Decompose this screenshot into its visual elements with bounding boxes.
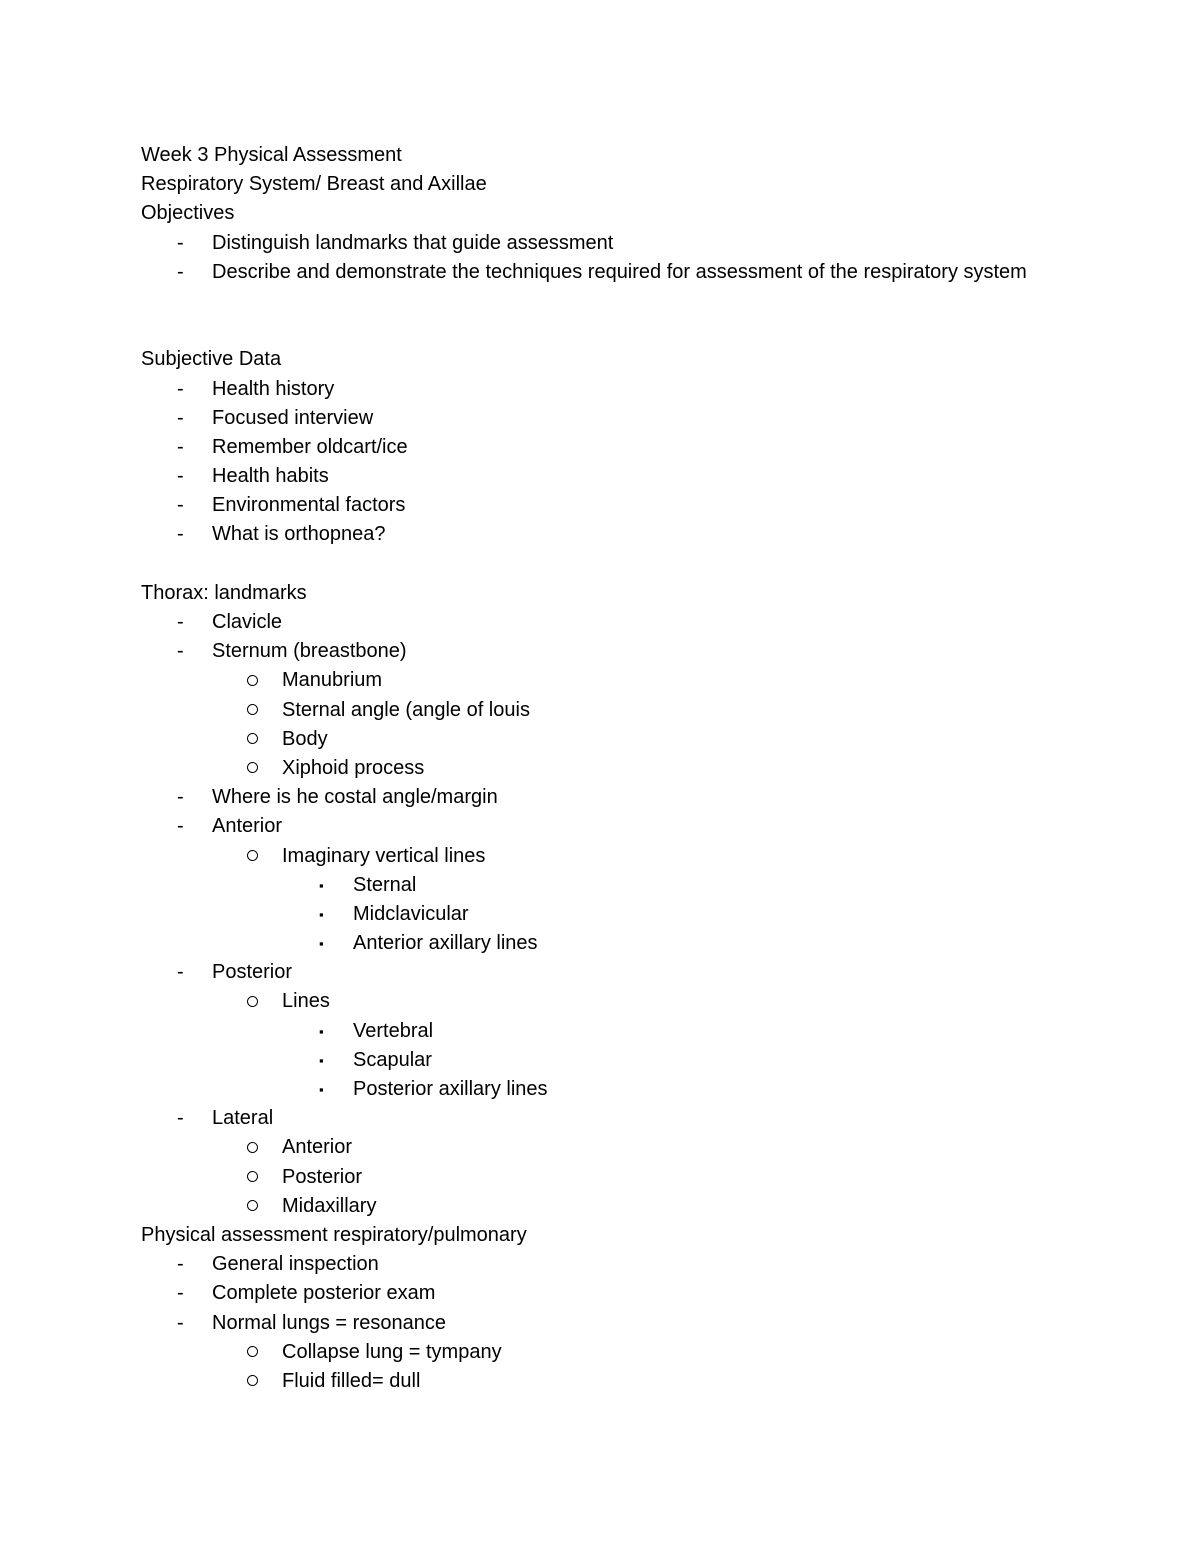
circle-bullet-icon [247,1338,258,1367]
item-text: Manubrium [282,669,383,692]
list-item [141,1192,1061,1221]
item-text: Sternum (breastbone) [212,640,407,663]
dash-marker: - [177,260,184,283]
list-item [141,1104,1061,1133]
heading-text: Thorax: landmarks [141,581,307,604]
list-item [141,637,1061,666]
circle-bullet-icon [247,987,258,1016]
item-text: Body [282,727,328,750]
square-bullet-icon: ▪ [319,1082,324,1098]
item-text: Anterior [212,815,283,838]
dash-marker: - [177,1282,184,1305]
item-text: Posterior [212,961,293,984]
dash-marker: - [177,435,184,458]
item-text: Imaginary vertical lines [282,844,486,867]
item-text: Normal lungs = resonance [212,1311,447,1334]
list-item [141,842,1061,871]
dash-marker: - [177,1311,184,1334]
list-item [141,1309,1061,1338]
section-heading-physical-assessment [141,1221,1061,1250]
item-text: Posterior [282,1165,363,1188]
item-text: Where is he costal angle/margin [212,786,498,809]
list-item [141,1279,1061,1308]
list-item [141,520,1061,549]
dash-marker: - [177,1253,184,1276]
blank-line [141,550,1061,579]
dash-marker: - [177,1107,184,1130]
circle-bullet-icon [247,842,258,871]
heading-text: Subjective Data [141,348,282,371]
circle-bullet-icon [247,666,258,695]
dash-marker: - [177,786,184,809]
item-text: Health habits [212,465,329,488]
heading-text: Physical assessment respiratory/pulmonary [141,1223,527,1246]
square-bullet-icon: ▪ [319,936,324,952]
list-item [141,812,1061,841]
list-item [141,1017,1061,1046]
item-text: Describe and demonstrate the techniques required for assessment of the respiratory system [212,260,1027,283]
item-text: Scapular [353,1048,432,1071]
dash-marker: - [177,465,184,488]
item-text: Sternal angle (angle of louis [282,698,530,721]
document-content [141,141,1061,1396]
dash-marker: - [177,961,184,984]
item-text: Clavicle [212,611,283,634]
item-text: Lines [282,990,330,1013]
list-item [141,1338,1061,1367]
circle-bullet-icon [247,1163,258,1192]
square-bullet-icon: ▪ [319,906,324,922]
list-item [141,1163,1061,1192]
item-text: Xiphoid process [282,756,425,779]
list-item [141,1046,1061,1075]
dash-marker: - [177,611,184,634]
item-text: General inspection [212,1253,379,1276]
item-text: Collapse lung = tympany [282,1340,502,1363]
item-text: Focused interview [212,406,374,429]
list-item [141,491,1061,520]
square-bullet-icon: ▪ [319,1052,324,1068]
list-item [141,375,1061,404]
list-item [141,258,1061,316]
item-text: Vertebral [353,1019,434,1042]
item-text: Anterior [282,1136,353,1159]
list-item [141,1367,1061,1396]
item-text: Fluid filled= dull [282,1369,421,1392]
section-heading-thorax-landmarks [141,579,1061,608]
list-item [141,404,1061,433]
list-item [141,987,1061,1016]
square-bullet-icon: ▪ [319,877,324,893]
list-item [141,783,1061,812]
item-text: Distinguish landmarks that guide assessment [212,231,614,254]
list-item [141,433,1061,462]
circle-bullet-icon [247,1133,258,1162]
subtitle-text: Respiratory System/ Breast and Axillae [141,173,487,196]
circle-bullet-icon [247,1192,258,1221]
list-item [141,666,1061,695]
dash-marker: - [177,406,184,429]
dash-marker: - [177,640,184,663]
heading-text: Objectives [141,202,235,225]
section-heading-objectives [141,199,1061,228]
list-item [141,1133,1061,1162]
circle-bullet-icon [247,1367,258,1396]
blank-line [141,316,1061,345]
item-text: Complete posterior exam [212,1282,436,1305]
item-text: Lateral [212,1107,274,1130]
document-title [141,141,1061,170]
list-item [141,900,1061,929]
circle-bullet-icon [247,754,258,783]
list-item [141,725,1061,754]
item-text: Anterior axillary lines [353,932,538,955]
list-item [141,929,1061,958]
dash-marker: - [177,815,184,838]
list-item [141,608,1061,637]
list-item [141,462,1061,491]
dash-marker: - [177,523,184,546]
dash-marker: - [177,377,184,400]
circle-bullet-icon [247,725,258,754]
list-item [141,696,1061,725]
list-item [141,1075,1061,1104]
dash-marker: - [177,494,184,517]
item-text: Midaxillary [282,1194,377,1217]
circle-bullet-icon [247,696,258,725]
list-item [141,958,1061,987]
item-text: Environmental factors [212,494,406,517]
dash-marker: - [177,231,184,254]
item-text: Sternal [353,873,417,896]
list-item [141,754,1061,783]
item-text: Health history [212,377,335,400]
list-item [141,1250,1061,1279]
section-heading-subjective-data [141,345,1061,374]
item-text: What is orthopnea? [212,523,386,546]
title-text: Week 3 Physical Assessment [141,144,402,166]
list-item [141,229,1061,258]
document-subtitle [141,170,1061,199]
item-text: Posterior axillary lines [353,1078,548,1101]
square-bullet-icon: ▪ [319,1023,324,1039]
list-item [141,871,1061,900]
item-text: Remember oldcart/ice [212,435,408,458]
item-text: Midclavicular [353,902,469,925]
